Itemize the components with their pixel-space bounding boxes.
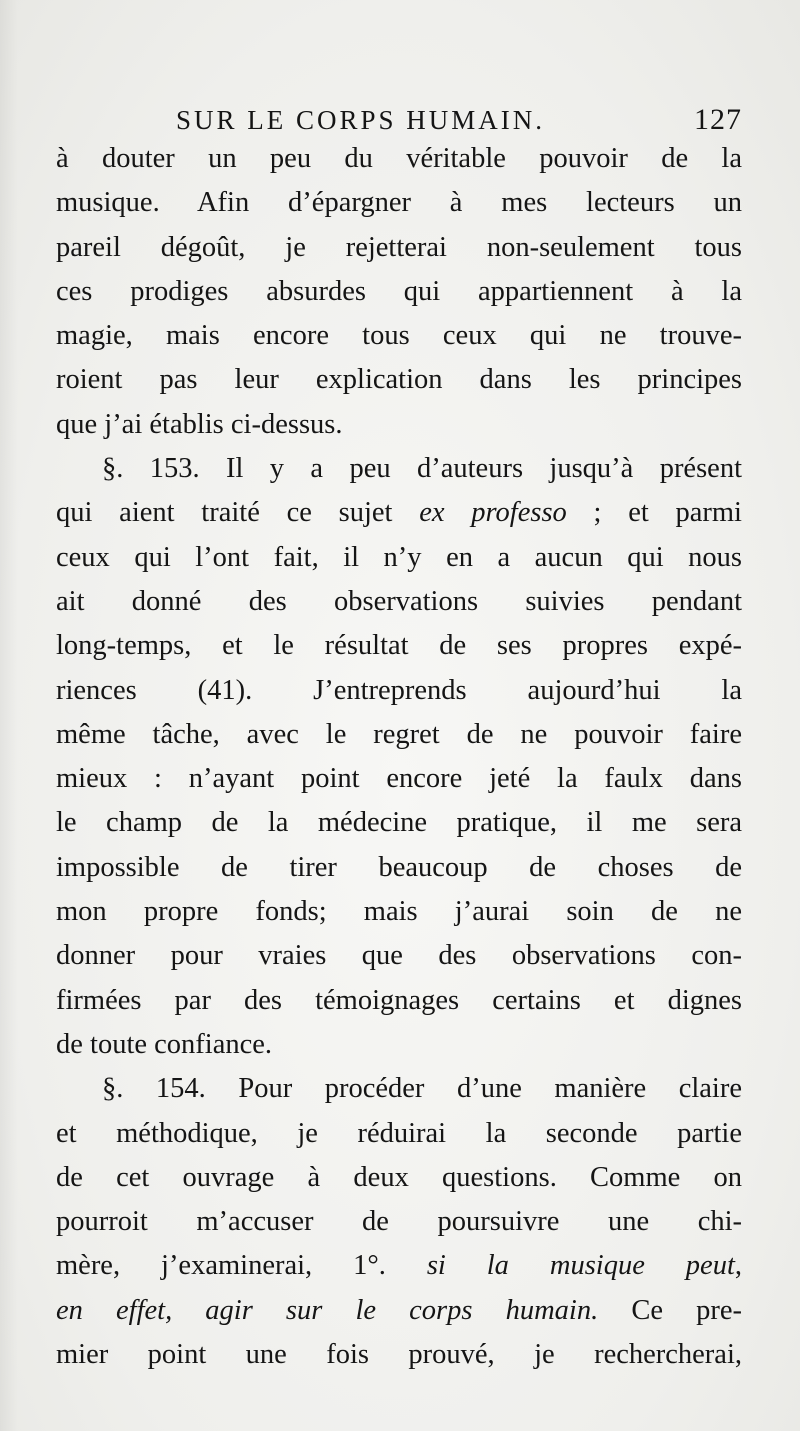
text-line: musique. Afin d’épargner à mes lecteurs un xyxy=(56,187,742,219)
italic-segment: ex professo xyxy=(419,497,567,529)
text-line: que j’ai établis ci-dessus. xyxy=(56,408,343,440)
text-line: roient pas leur explication dans les principes xyxy=(56,364,742,396)
text-line xyxy=(56,491,742,535)
text-line: même tâche, avec le regret de ne pouvoir faire xyxy=(56,718,742,750)
text-line: mieux : n’ayant point encore jeté la faulx dans xyxy=(56,763,742,795)
text-line xyxy=(56,1289,742,1333)
text-line: mon propre fonds; mais j’aurai soin de ne xyxy=(56,896,742,928)
text-segment: ; et parmi xyxy=(566,497,742,529)
text-line: §. 153. Il y a peu d’auteurs jusqu’à présent xyxy=(102,453,742,485)
body-text xyxy=(56,137,742,1377)
text-line: de toute confiance. xyxy=(56,1028,273,1060)
text-line: riences (41). J’entreprends aujourd’hui la xyxy=(56,674,742,706)
text-line: magie, mais encore tous ceux qui ne trouve- xyxy=(56,320,742,352)
text-line: ceux qui l’ont fait, il n’y en a aucun qui nous xyxy=(56,541,742,573)
text-line: ait donné des observations suivies pendant xyxy=(56,585,742,617)
text-line: le champ de la médecine pratique, il me sera xyxy=(56,807,742,839)
text-line: mier point une fois prouvé, je rechercherai, xyxy=(56,1339,742,1371)
page-header xyxy=(176,100,742,140)
text-line: impossible de tirer beaucoup de choses de xyxy=(56,851,742,883)
text-segment: qui aient traité ce sujet xyxy=(56,497,420,529)
text-segment: Ce pre- xyxy=(598,1294,742,1326)
italic-segment: si la musique peut xyxy=(426,1250,735,1282)
text-line: pareil dégoût, je rejetterai non-seulement tous xyxy=(56,231,742,263)
text-line: §. 154. Pour procéder d’une manière claire xyxy=(102,1073,742,1105)
text-line: à douter un peu du véritable pouvoir de la xyxy=(56,143,742,174)
text-line xyxy=(56,1244,742,1288)
text-line: et méthodique, je réduirai la seconde partie xyxy=(56,1117,742,1149)
page-number: 127 xyxy=(694,103,742,136)
running-head: SUR LE CORPS HUMAIN. xyxy=(176,105,546,135)
text-line: donner pour vraies que des observations con- xyxy=(56,940,742,972)
text-line: ces prodiges absurdes qui appartiennent à la xyxy=(56,275,742,307)
text-segment: mère, j’examinerai, 1°. xyxy=(56,1250,427,1282)
text-line: pourroit m’accuser de poursuivre une chi- xyxy=(56,1206,742,1238)
text-line: long-temps, et le résultat de ses propres expé- xyxy=(56,630,742,662)
text-line: de cet ouvrage à deux questions. Comme on xyxy=(56,1161,742,1193)
italic-segment: en effet, agir sur le corps humain. xyxy=(56,1294,599,1326)
text-segment: , xyxy=(734,1250,742,1282)
text-line: firmées par des témoignages certains et dignes xyxy=(56,984,742,1016)
